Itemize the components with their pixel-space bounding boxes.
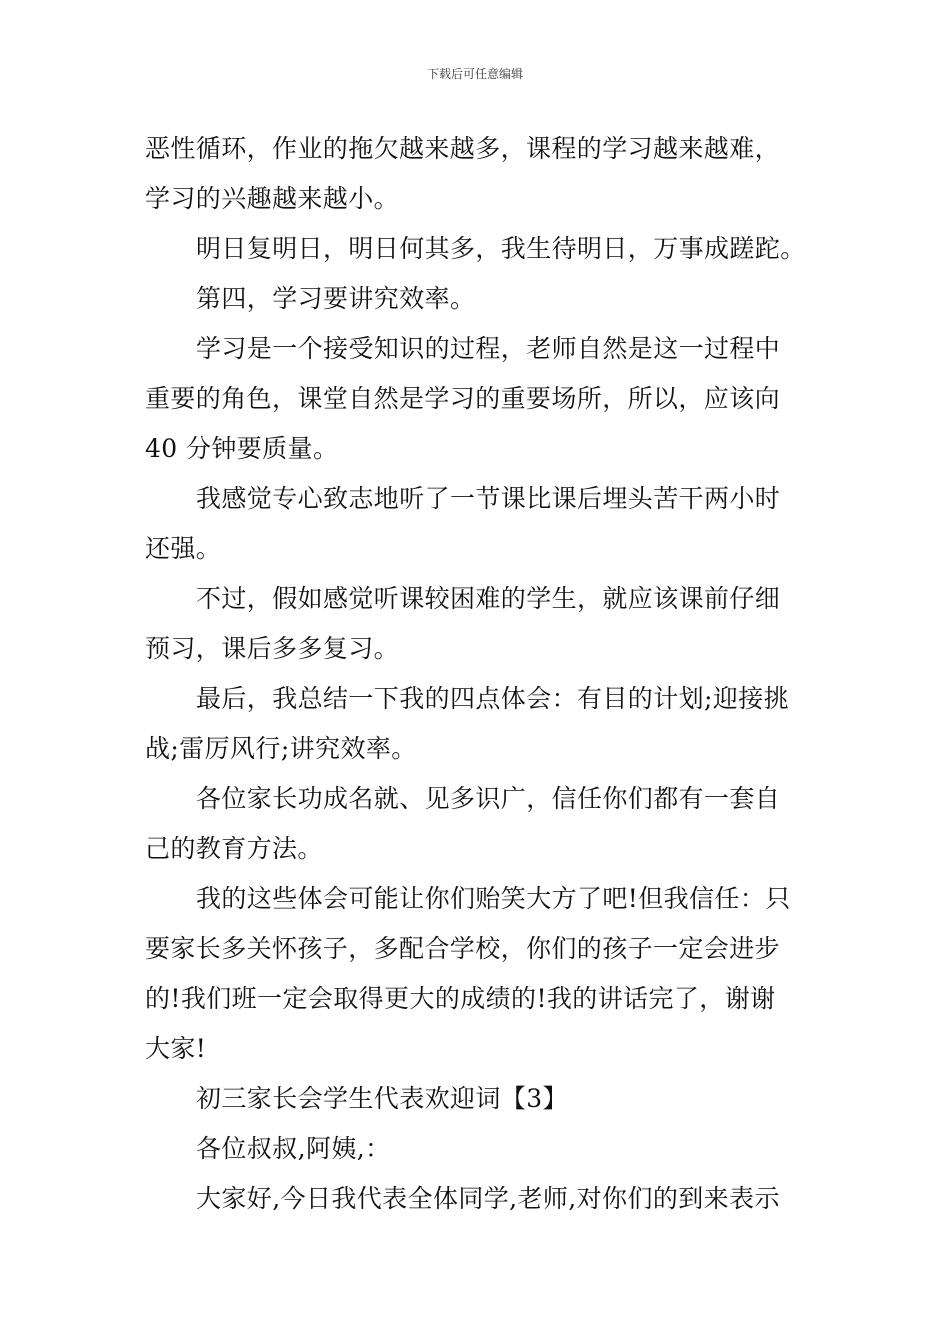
text-line: 明日复明日，明日何其多，我生待明日，万事成蹉跎。 xyxy=(196,234,806,263)
text-line: 大家好,今日我代表全体同学,老师,对你们的到来表示 xyxy=(196,1184,780,1213)
paragraph xyxy=(145,574,810,674)
section-heading xyxy=(145,1074,810,1124)
text-line: 的!我们班一定会取得更大的成绩的!我的讲话完了，谢谢 xyxy=(145,984,776,1013)
text-line: 最后，我总结一下我的四点体会：有目的计划;迎接挑 xyxy=(196,684,790,713)
text-line: 还强。 xyxy=(145,534,222,563)
text-line: 40 分钟要质量。 xyxy=(145,434,339,463)
text-line: 恶性循环，作业的拖欠越来越多，课程的学习越来越难， xyxy=(145,134,781,163)
text-line: 我的这些体会可能让你们贻笑大方了吧!但我信任：只 xyxy=(196,884,791,913)
text-line: 重要的角色，课堂自然是学习的重要场所，所以，应该向 xyxy=(145,384,781,413)
text-line: 己的教育方法。 xyxy=(145,834,323,863)
text-line: 学习是一个接受知识的过程，老师自然是这一过程中 xyxy=(196,334,781,363)
text-line: 各位叔叔,阿姨,： xyxy=(196,1134,391,1163)
paragraph xyxy=(145,1124,810,1174)
text-line: 学习的兴趣越来越小。 xyxy=(145,184,400,213)
paragraph xyxy=(145,774,810,874)
text-line: 大家! xyxy=(145,1034,207,1063)
paragraph xyxy=(145,124,810,224)
paragraph xyxy=(145,1174,810,1224)
text-line: 第四，学习要讲究效率。 xyxy=(196,284,476,313)
text-line: 我感觉专心致志地听了一节课比课后埋头苦干两小时 xyxy=(196,484,781,513)
document-body xyxy=(145,124,810,1224)
paragraph xyxy=(145,324,810,474)
text-line: 不过，假如感觉听课较困难的学生，就应该课前仔细 xyxy=(196,584,781,613)
paragraph xyxy=(145,224,810,274)
paragraph xyxy=(145,674,810,774)
text-line: 预习，课后多多复习。 xyxy=(145,634,400,663)
text-line: 要家长多关怀孩子，多配合学校，你们的孩子一定会进步 xyxy=(145,934,781,963)
paragraph xyxy=(145,274,810,324)
paragraph xyxy=(145,874,810,1074)
text-line: 初三家长会学生代表欢迎词【3】 xyxy=(196,1084,568,1113)
text-line: 战;雷厉风行;讲究效率。 xyxy=(145,734,417,763)
paragraph xyxy=(145,474,810,574)
text-line: 各位家长功成名就、见多识广，信任你们都有一套自 xyxy=(196,784,781,813)
page-header: 下载后可任意编辑 xyxy=(426,67,523,81)
